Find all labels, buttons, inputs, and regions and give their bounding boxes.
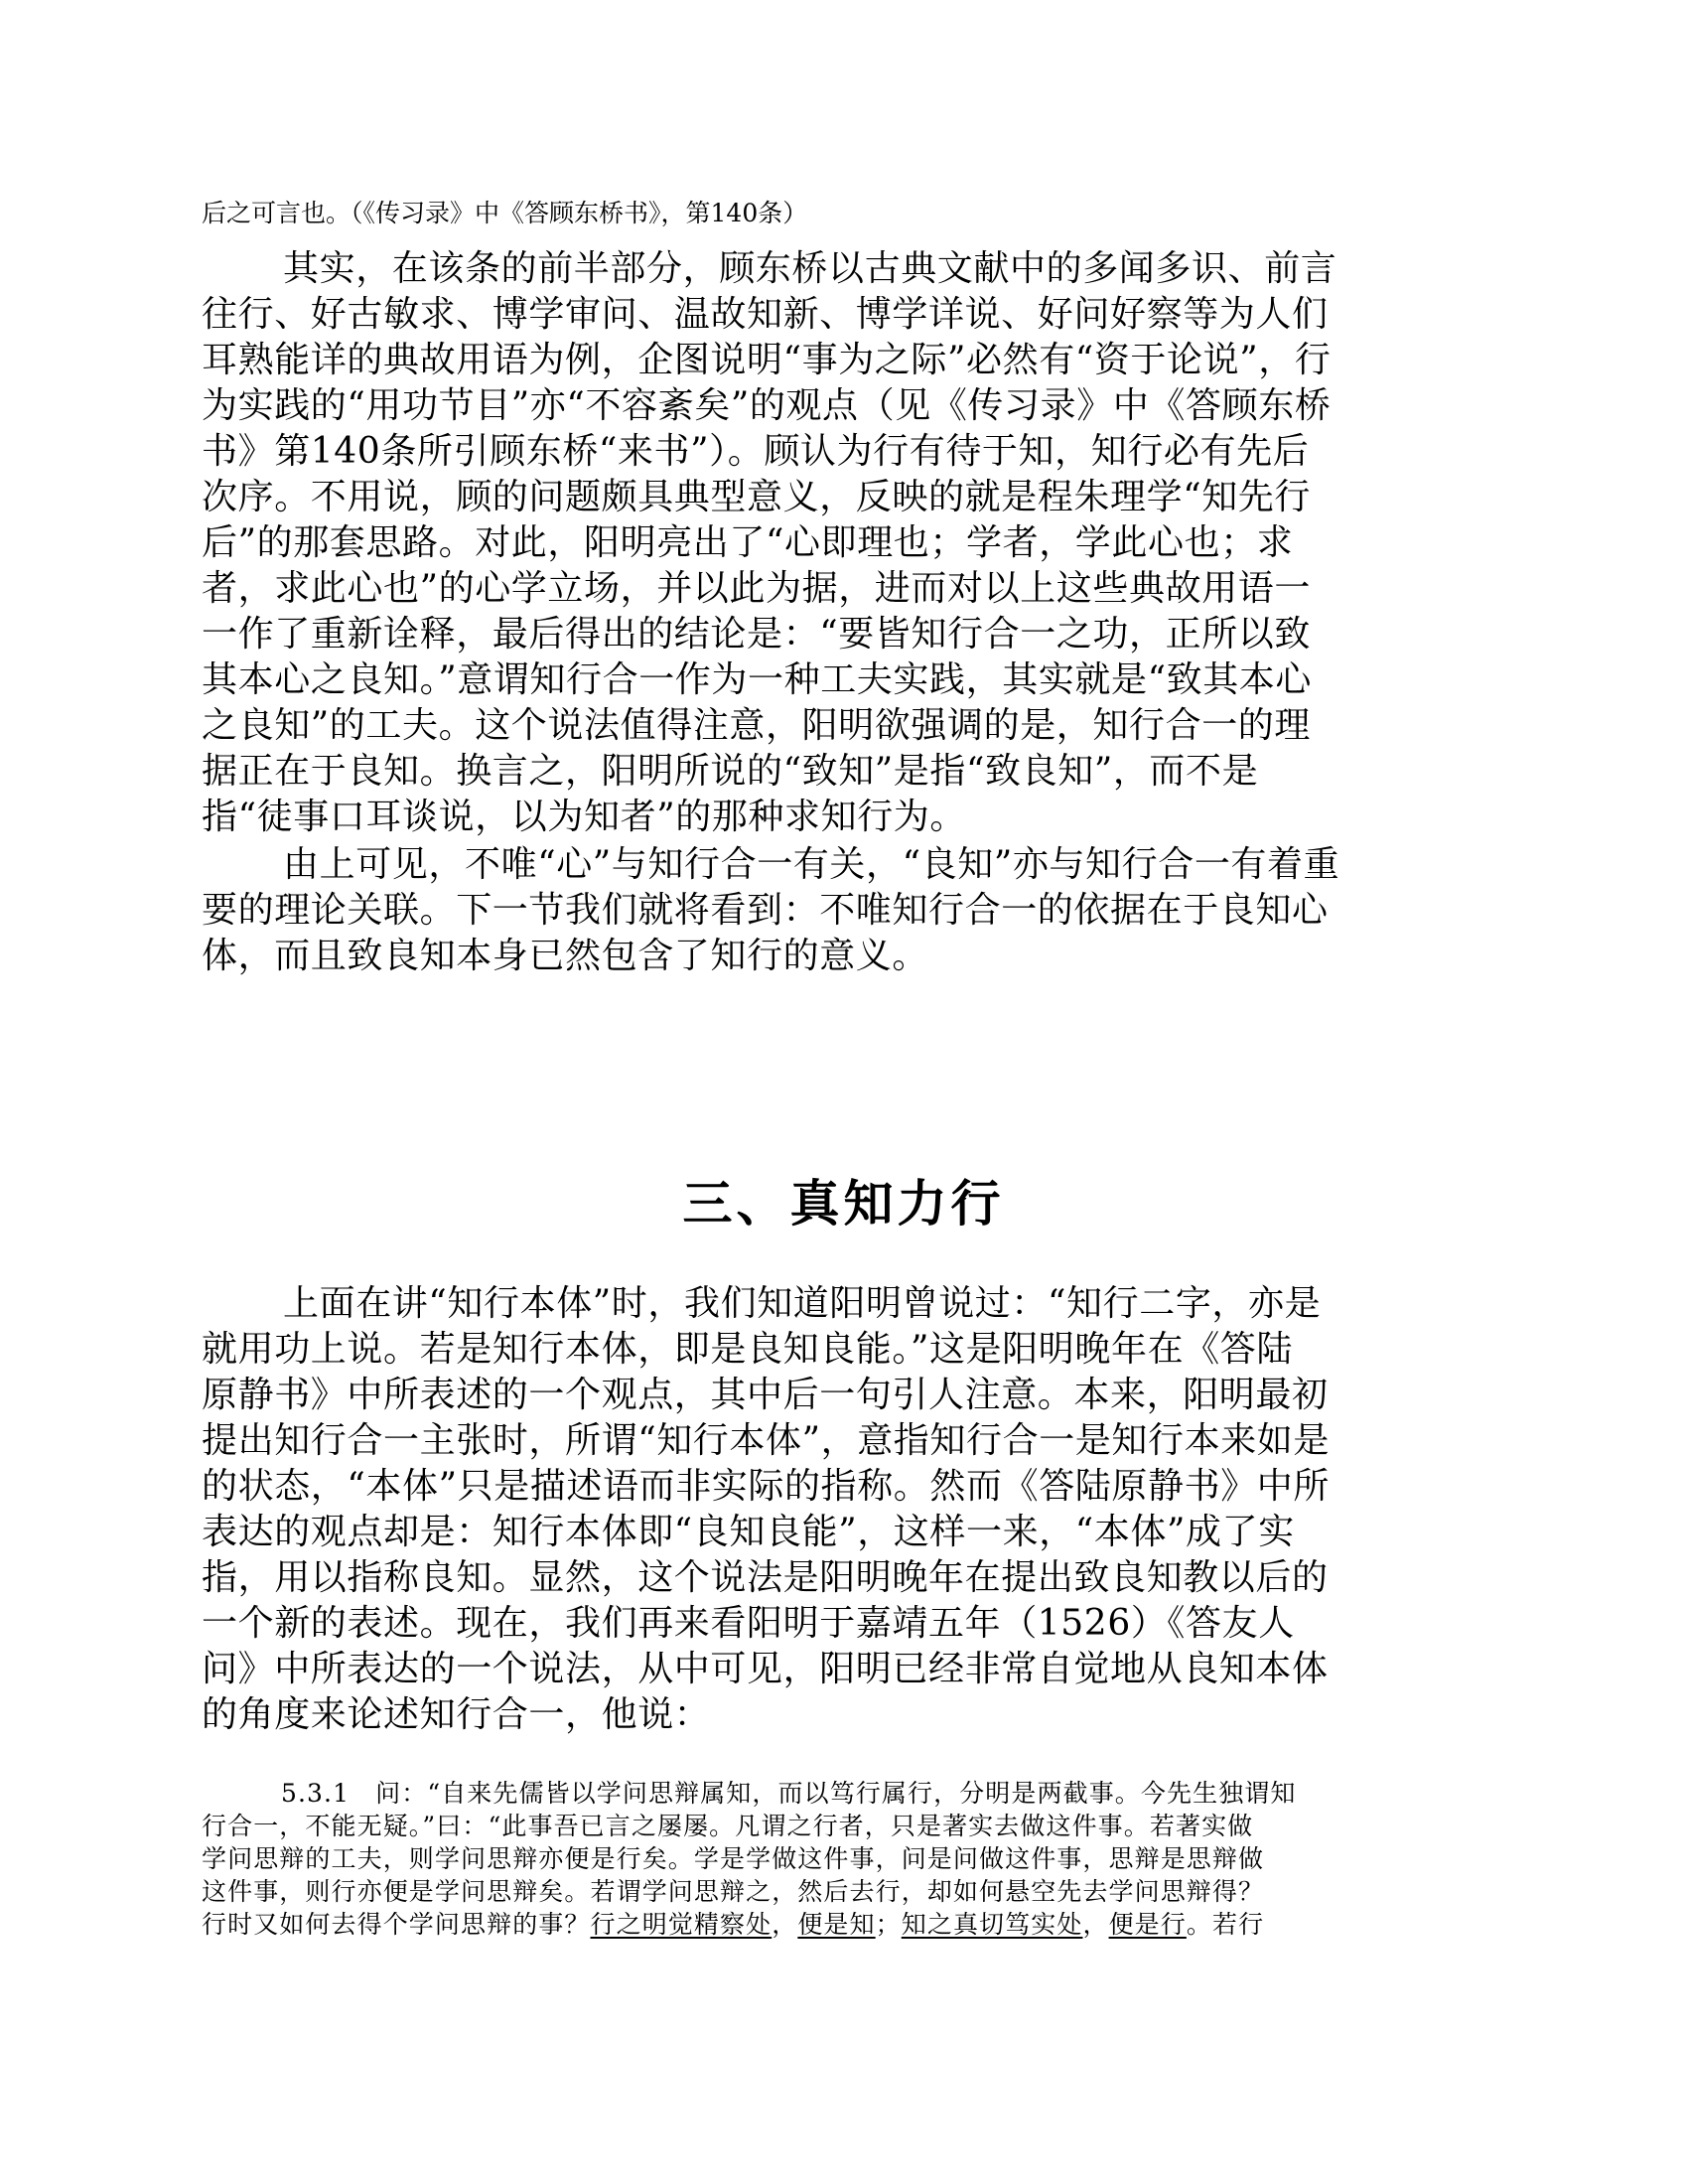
quote-line — [202, 1909, 1264, 1940]
text-line: 耳熟能详的典故用语为例，企图说明“事为之际”必然有“资于论说”，行 — [202, 340, 1332, 380]
text-line: 后”的那套思路。对此，阳明亮出了“心即理也；学者，学此心也；求 — [202, 522, 1294, 563]
text-line: 书》第140条所引顾东桥“来书”）。顾认为行有待于知，知行必有先后 — [202, 431, 1310, 472]
quote-line: 行合一，不能无疑。”曰：“此事吾已言之屡屡。凡谓之行者，只是著实去做这件事。若著实做 — [202, 1812, 1254, 1840]
text-line: 者，求此心也”的心学立场，并以此为据，进而对以上这些典故用语一 — [202, 568, 1312, 609]
text-line: 其实，在该条的前半部分，顾东桥以古典文献中的多闻多识、前言 — [283, 248, 1337, 289]
quote-line: 这件事，则行亦便是学问思辩矣。若谓学问思辩之，然后去行，却如何悬空先去学问思辩得？ — [202, 1877, 1265, 1906]
quote-text: 。若行 — [1186, 1910, 1265, 1939]
text-line: 一作了重新诠释，最后得出的结论是：“要皆知行合一之功，正所以致 — [202, 614, 1312, 655]
text-line: 一个新的表述。现在，我们再来看阳明于嘉靖五年（1526）《答友人 — [202, 1603, 1295, 1644]
text-line: 据正在于良知。换言之，阳明所说的“致知”是指“致良知”，而不是 — [202, 751, 1259, 792]
text-line: 体，而且致良知本身已然包含了知行的意义。 — [202, 936, 929, 976]
text-line: 问》中所表达的一个说法，从中可见，阳明已经非常自觉地从良知本体 — [202, 1649, 1329, 1689]
punctuation: ， — [772, 1910, 798, 1939]
text-line: 次序。不用说，顾的问题颇具典型意义，反映的就是程朱理学“知先行 — [202, 477, 1312, 517]
citation-line: 后之可言也。（《传习录》中《答顾东桥书》，第140条） — [202, 199, 808, 227]
text-line: 之良知”的工夫。这个说法值得注意，阳明欲强调的是，知行合一的理 — [202, 705, 1312, 746]
text-line: 的状态，“本体”只是描述语而非实际的指称。然而《答陆原静书》中所 — [202, 1466, 1331, 1507]
text-line: 指“徒事口耳谈说，以为知者”的那种求知行为。 — [202, 797, 967, 837]
text-line: 要的理论关联。下一节我们就将看到：不唯知行合一的依据在于良知心 — [202, 890, 1329, 931]
text-line: 指，用以指称良知。显然，这个说法是阳明晚年在提出致良知教以后的 — [202, 1557, 1329, 1598]
underlined-phrase: 行之明觉精察处 — [590, 1910, 773, 1939]
text-line: 就用功上说。若是知行本体，即是良知良能。”这是阳明晚年在《答陆 — [202, 1329, 1294, 1370]
text-line: 往行、好古敏求、博学审问、温故知新、博学详说、好问好察等为人们 — [202, 294, 1329, 335]
punctuation: ； — [875, 1910, 902, 1939]
quote-text: 问：“自来先儒皆以学问思辩属知，而以笃行属行，分明是两截事。今先生独谓知 — [375, 1779, 1297, 1808]
quote-line — [281, 1778, 1297, 1809]
underlined-phrase: 便是行 — [1108, 1910, 1187, 1939]
quote-line: 学问思辩的工夫，则学问思辩亦便是行矣。学是学做这件事，问是问做这件事，思辩是思辩做 — [202, 1844, 1265, 1873]
underlined-phrase: 知之真切笃实处 — [901, 1910, 1083, 1939]
text-line: 的角度来论述知行合一，他说： — [202, 1694, 711, 1735]
text-line: 其本心之良知。”意谓知行合一作为一种工夫实践，其实就是“致其本心 — [202, 659, 1313, 700]
text-line: 由上可见，不唯“心”与知行合一有关，“良知”亦与知行合一有着重 — [283, 844, 1340, 885]
text-line: 表达的观点却是：知行本体即“良知良能”，这样一来，“本体”成了实 — [202, 1512, 1295, 1552]
text-line: 上面在讲“知行本体”时，我们知道阳明曾说过：“知行二字，亦是 — [283, 1283, 1322, 1324]
punctuation: ， — [1082, 1910, 1109, 1939]
underlined-phrase: 便是知 — [797, 1910, 876, 1939]
section-heading: 三、真知力行 — [682, 1173, 1005, 1233]
text-line: 原静书》中所表述的一个观点，其中后一句引人注意。本来，阳明最初 — [202, 1375, 1329, 1415]
text-line: 为实践的“用功节目”亦“不容紊矣”的观点（见《传习录》中《答顾东桥 — [202, 385, 1332, 426]
quote-number: 5.3.1 — [281, 1779, 351, 1808]
text-line: 提出知行合一主张时，所谓“知行本体”，意指知行合一是知行本来如是 — [202, 1420, 1331, 1461]
quote-text: 行时又如何去得个学问思辩的事？ — [202, 1910, 591, 1939]
